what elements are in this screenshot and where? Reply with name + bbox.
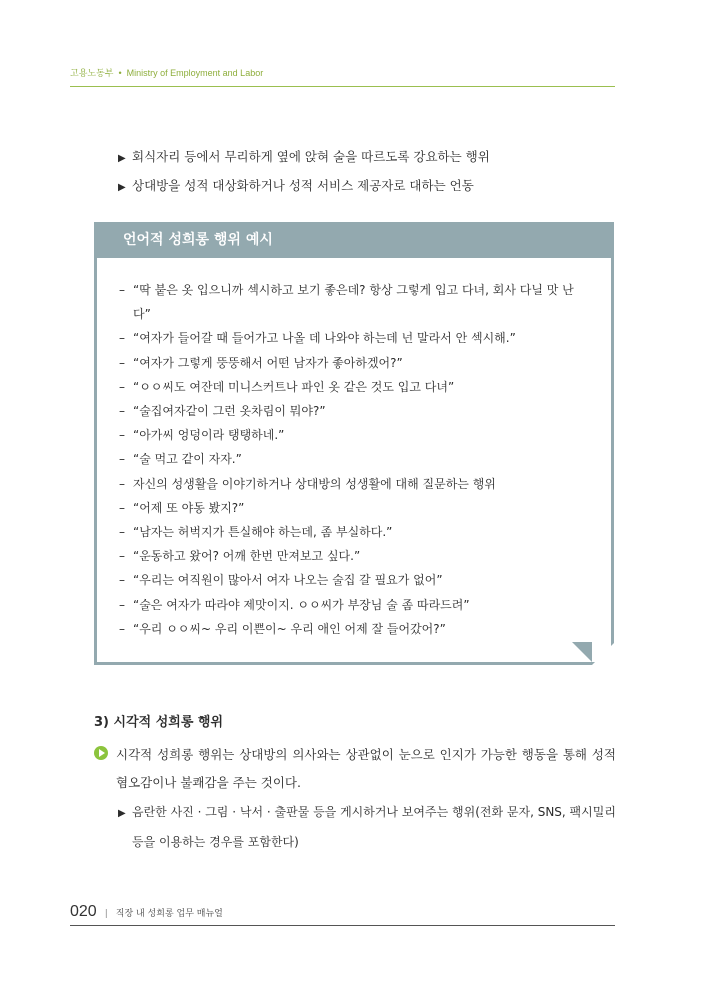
list-item: – “딱 붙은 옷 입으니까 섹시하고 보기 좋은데? 항상 그렇게 입고 다녀, 회사 다닐 맛 난다” (119, 283, 574, 322)
section-paragraph: 시각적 성희롱 행위는 상대방의 의사와는 상관없이 눈으로 인지가 가능한 행동을 통해 성적 혐오감이나 불쾌감을 주는 것이다. (116, 747, 616, 790)
list-item: – “여자가 그렇게 뚱뚱해서 어떤 남자가 좋아하겠어?” (119, 355, 403, 370)
page-footer (70, 903, 615, 926)
triangle-bullet-icon: ▶ (118, 182, 126, 193)
list-item: – “술집여자같이 그런 옷차림이 뭐야?” (119, 404, 326, 419)
list-item: – “술은 여자가 따라야 제맛이지. ㅇㅇ씨가 부장님 술 좀 따라드려” (119, 597, 470, 612)
header-org-kr: 고용노동부 (70, 68, 114, 78)
section-title: 3) 시각적 성희롱 행위 (94, 715, 224, 730)
example-box-title: 언어적 성희롱 행위 예시 (97, 222, 611, 258)
sub-bullet: ▶ 음란한 사진 · 그림 · 낙서 · 출판물 등을 게시하거나 보여주는 행위(전화 문자, SNS, 팩시밀리 등을 이용하는 경우를 포함한다) (118, 798, 616, 856)
list-item: – “여자가 들어갈 때 들어가고 나올 데 나와야 하는데 넌 말라서 안 섹시해.” (119, 331, 516, 346)
folded-corner (592, 643, 614, 665)
header-org-en: Ministry of Employment and Labor (126, 68, 264, 78)
header-separator: • (118, 68, 122, 78)
list-item: – “어제 또 야동 봤지?” (119, 500, 245, 515)
play-circle-icon (94, 746, 108, 760)
list-item: – “우리 ㅇㅇ씨~ 우리 이쁜이~ 우리 애인 어제 잘 들어갔어?” (119, 621, 446, 636)
page-number: 020 (70, 903, 97, 920)
list-item: – 자신의 성생활을 이야기하거나 상대방의 성생활에 대해 질문하는 행위 (119, 476, 496, 491)
list-item: – “술 먹고 같이 자자.” (119, 452, 242, 467)
list-item: – “남자는 허벅지가 튼실해야 하는데, 좀 부실하다.” (119, 525, 393, 540)
list-item: – “ㅇㅇ씨도 여잔데 미니스커트나 파인 옷 같은 것도 입고 다녀” (119, 379, 455, 394)
list-item: ▶ 상대방을 성적 대상화하거나 성적 서비스 제공자로 대하는 언동 (118, 172, 490, 201)
triangle-bullet-icon: ▶ (118, 808, 126, 819)
list-item: ▶ 회식자리 등에서 무리하게 옆에 앉혀 술을 따르도록 강요하는 행위 (118, 143, 490, 172)
triangle-bullet-icon: ▶ (118, 153, 126, 164)
list-item: – “우리는 여직원이 많아서 여자 나오는 술집 갈 필요가 없어” (119, 573, 443, 588)
page-header (70, 66, 615, 87)
top-bullet-list (118, 143, 490, 201)
example-list (119, 278, 589, 641)
folded-corner-flap (572, 642, 592, 662)
example-box (94, 222, 614, 665)
list-item: – “운동하고 왔어? 어깨 한번 만져보고 싶다.” (119, 549, 361, 564)
footer-separator: | (104, 909, 108, 919)
list-item: – “아가씨 엉덩이라 탱탱하네.” (119, 428, 285, 443)
footer-title: 직장 내 성희롱 업무 매뉴얼 (115, 909, 223, 919)
